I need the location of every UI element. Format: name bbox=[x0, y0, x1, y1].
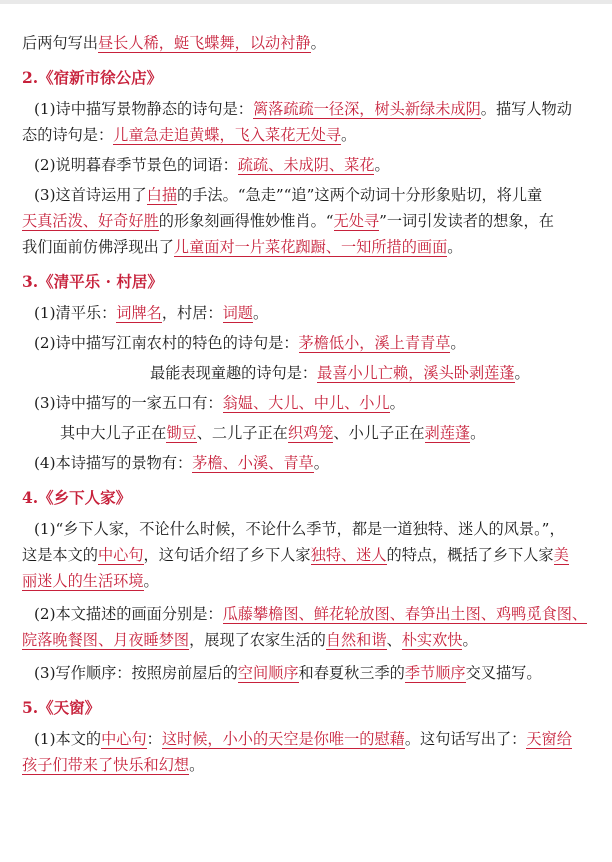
answer-underline: 瓜藤攀檐图、鲜花轮放图、春笋出土图、鸡鸭觅食图、 bbox=[222, 605, 588, 623]
answer-underline: 这时候，小小的天空是你唯一的慰藉 bbox=[161, 730, 405, 748]
answer-underline: 剥莲蓬 bbox=[424, 424, 471, 442]
answer-underline: 无处寻 bbox=[333, 212, 380, 230]
answer-underline: 锄豆 bbox=[166, 424, 197, 442]
question-line bbox=[22, 627, 592, 653]
section-title: 5.《天窗》 bbox=[22, 698, 101, 717]
text: 我们面前仿佛浮现出了 bbox=[22, 238, 174, 256]
answer-underline: 中心句 bbox=[101, 730, 147, 748]
answer-underline: 疏疏、未成阴、菜花 bbox=[237, 156, 375, 174]
text: (3)写作顺序：按照房前屋后的 bbox=[34, 664, 238, 682]
text: 交叉描写。 bbox=[465, 664, 542, 682]
answer-underline: 院落晚餐图、月夜睡梦图 bbox=[22, 631, 190, 649]
answer-underline: 白描 bbox=[146, 186, 178, 204]
text: (2)说明暮春季节景色的词语： bbox=[34, 156, 238, 174]
question-line bbox=[22, 601, 592, 627]
answer-underline: 自然和谐 bbox=[325, 631, 387, 649]
text: 。 bbox=[389, 394, 405, 412]
text: 最能表现童趣的诗句是： bbox=[150, 364, 318, 382]
question-line bbox=[22, 542, 592, 568]
text: (4)本诗描写的景物有： bbox=[34, 454, 193, 472]
text: 这是本文的 bbox=[22, 546, 98, 564]
answer-underline: 翁媪、大儿、中儿、小儿 bbox=[222, 394, 390, 412]
answer-underline: 季节顺序 bbox=[404, 664, 466, 682]
text: 。 bbox=[252, 304, 269, 322]
text: (3)诗中描写的一家五口有： bbox=[34, 394, 223, 412]
answer-underline: 朴实欢快 bbox=[401, 631, 463, 649]
text: 。 bbox=[310, 34, 326, 52]
question-line bbox=[22, 660, 592, 686]
text: 。 bbox=[447, 238, 463, 256]
text: 、二儿子正在 bbox=[196, 424, 288, 442]
intro-line bbox=[22, 30, 592, 56]
answer-underline: 儿童急走追黄蝶，飞入菜花无处寻 bbox=[113, 126, 341, 144]
text: ，这句话介绍了乡下人家 bbox=[143, 546, 311, 564]
answer-underline: 丽迷人的生活环境 bbox=[22, 572, 144, 590]
text: (3)这首诗运用了 bbox=[34, 186, 147, 204]
text: (1)清平乐： bbox=[34, 304, 117, 322]
answer-underline: 茅檐、小溪、青草 bbox=[192, 454, 314, 472]
answer-underline: 篱落疏疏一径深，树头新绿未成阴 bbox=[252, 100, 481, 118]
text: (1)本文的 bbox=[34, 730, 102, 748]
question-line bbox=[22, 122, 592, 148]
answer-underline: 昼长人稀，蜓飞蝶舞，以动衬静 bbox=[97, 34, 311, 52]
text: 的手法。“急走”“追”这两个动词十分形象贴切，将儿童 bbox=[177, 186, 543, 204]
question-line bbox=[22, 360, 592, 386]
text: 后两句写出 bbox=[22, 34, 98, 52]
answer-underline: 天真活泼、好奇好胜 bbox=[22, 212, 159, 230]
text: 的特点，概括了乡下人家 bbox=[386, 546, 554, 564]
question-line bbox=[22, 234, 592, 260]
question-line bbox=[22, 752, 592, 778]
text: ： bbox=[146, 730, 162, 748]
text: 。这句话写出了： bbox=[404, 730, 527, 748]
question-line bbox=[22, 450, 592, 476]
text: 。描写人物动 bbox=[480, 100, 572, 118]
text: 和春夏秋三季的 bbox=[298, 664, 405, 682]
text: 其中大儿子正在 bbox=[60, 424, 167, 442]
text: ”一词引发读者的想象，在 bbox=[379, 212, 554, 230]
answer-underline: 美 bbox=[553, 546, 569, 564]
text: 。 bbox=[462, 631, 478, 649]
text: 。 bbox=[340, 126, 357, 144]
answer-underline: 词题 bbox=[222, 304, 253, 322]
text: 、小儿子正在 bbox=[333, 424, 425, 442]
answer-underline: 词牌名 bbox=[116, 304, 162, 322]
answer-underline: 中心句 bbox=[97, 546, 144, 564]
text: (2)本文描述的画面分别是： bbox=[34, 605, 223, 623]
question-line bbox=[22, 182, 592, 208]
text: ，展现了农家生活的 bbox=[189, 631, 326, 649]
question-line bbox=[22, 208, 592, 234]
text: 。 bbox=[470, 424, 486, 442]
answer-underline: 最喜小儿亡赖，溪头卧剥莲蓬 bbox=[317, 364, 515, 382]
text: 。 bbox=[143, 572, 159, 590]
question-line bbox=[22, 390, 592, 416]
text: 的形象刻画得惟妙惟肖。“ bbox=[158, 212, 334, 230]
text: (1)诗中描写景物静态的诗句是： bbox=[34, 100, 253, 118]
question-line bbox=[22, 300, 592, 326]
question-line bbox=[22, 726, 592, 752]
question-line bbox=[22, 420, 592, 446]
answer-underline: 空间顺序 bbox=[237, 664, 299, 682]
text: (1)“乡下人家，不论什么时候，不论什么季节，都是一道独特、迷人的风景。”， bbox=[34, 520, 565, 538]
answer-underline: 织鸡笼 bbox=[287, 424, 334, 442]
question-line bbox=[22, 516, 592, 542]
section-title: 3.《清平乐 · 村居》 bbox=[22, 272, 163, 291]
answer-underline: 儿童面对一片菜花踟蹰、一知所措的画面 bbox=[173, 238, 448, 256]
text: 、 bbox=[386, 631, 402, 649]
section-title: 2.《宿新市徐公店》 bbox=[22, 68, 163, 87]
text: 。 bbox=[374, 156, 390, 174]
answer-underline: 茅檐低小，溪上青青草 bbox=[298, 334, 451, 352]
question-line bbox=[22, 568, 592, 594]
answer-underline: 孩子们带来了快乐和幻想 bbox=[22, 756, 190, 774]
answer-underline: 天窗给 bbox=[526, 730, 572, 748]
top-edge bbox=[0, 0, 612, 4]
text: ，村居： bbox=[161, 304, 223, 322]
answer-underline: 独特、迷人 bbox=[310, 546, 387, 564]
text: 。 bbox=[514, 364, 530, 382]
text: 态的诗句是： bbox=[22, 126, 114, 144]
text: 。 bbox=[189, 756, 205, 774]
section-title: 4.《乡下人家》 bbox=[22, 488, 132, 507]
text: 。 bbox=[313, 454, 329, 472]
question-line bbox=[22, 96, 592, 122]
text: (2)诗中描写江南农村的特色的诗句是： bbox=[34, 334, 299, 352]
text: 。 bbox=[450, 334, 466, 352]
question-line bbox=[22, 330, 592, 356]
question-line bbox=[22, 152, 592, 178]
